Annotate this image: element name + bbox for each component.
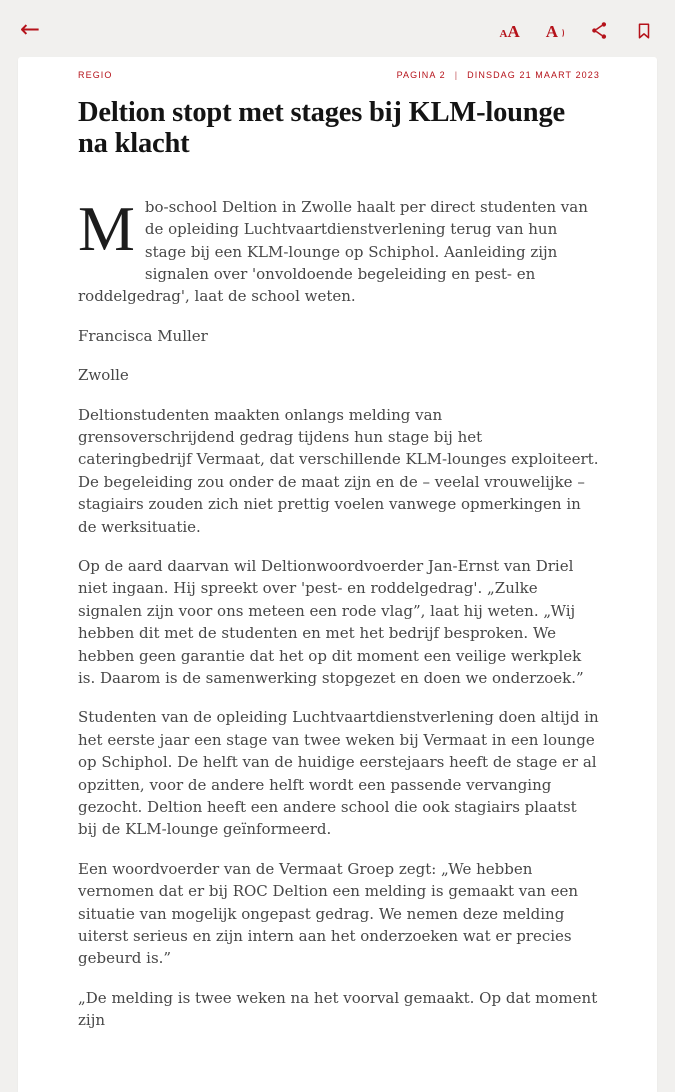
dateline-location: Zwolle (78, 366, 129, 385)
top-toolbar (0, 0, 675, 57)
bookmark-icon[interactable] (635, 18, 653, 40)
body-paragraph: Een woordvoerder van de Vermaat Groep zegt: „We hebben vernomen dat er bij ROC Deltion een melding is gemaakt van een situatie van mogelijk ongepast gedrag. We nemen deze melding uiterst serieus en zijn intern aan het onderzoeken wat er precies gebeurd is.” (78, 859, 579, 968)
body-paragraph: Deltionstudenten maakten onlangs melding van grensoverschrijdend gedrag tijdens hun stage bij het cateringbedrijf Vermaat, dat verschillende KLM-lounges exploiteert. De begeleiding zou onder de maat zijn en de – veelal vrouwelijke – stagiairs zouden zich niet prettig voelen vanwege opmerkingen in de werksituatie. (78, 405, 599, 536)
body-paragraph: Op de aard daarvan wil Deltionwoordvoerder Jan-Ernst van Driel niet ingaan. Hij spreekt over 'pest- en roddelgedrag'. „Zulke signalen zijn voor ons meteen een rode vlag”, laat hij weten. „Wij hebben dit met de studenten en met het bedrijf besproken. We hebben geen garantie dat het op dit moment een veilige werkplek is. Daarom is de samenwerking stopgezet en doen we onderzoek.” (78, 556, 584, 687)
section-label: REGIO (78, 70, 113, 80)
read-aloud-icon[interactable]: A (546, 18, 564, 40)
back-icon[interactable]: ← (20, 14, 41, 43)
article-meta-row (78, 70, 600, 80)
page-number: PAGINA 2 (396, 70, 446, 80)
drop-cap: M (78, 192, 135, 264)
toolbar-actions (499, 18, 653, 40)
share-icon[interactable] (590, 18, 609, 40)
lead-paragraph (78, 192, 600, 308)
edition-date: DINSDAG 21 MAART 2023 (467, 70, 600, 80)
author-byline: Francisca Muller (78, 326, 208, 345)
body-paragraph: „De melding is twee weken na het voorval gemaakt. Op dat moment zijn (78, 988, 598, 1030)
text-size-icon[interactable]: A A (499, 21, 520, 41)
article-body (78, 192, 600, 1032)
body-paragraph: Studenten van de opleiding Luchtvaartdienstverlening doen altijd in het eerste jaar een stage van twee weken bij Vermaat in een lounge op Schiphol. De helft van de huidige eerstejaars heeft de stage er al opzitten, voor de andere helft wordt een passende vervanging gezocht. Deltion heeft een andere school die ook stagiairs plaatst bij de KLM-lounge geïnformeerd. (78, 708, 599, 839)
sound-wave-arc (559, 28, 564, 38)
meta-separator: | (454, 70, 459, 80)
page-date (397, 70, 600, 80)
article-title: Deltion stopt met stages bij KLM-lounge na klacht (78, 97, 565, 160)
lead-text: bo-school Deltion in Zwolle haalt per direct studenten van de opleiding Luchtvaartdienstverlening terug van hun stage bij een KLM-lounge op Schiphol. Aanleiding zijn signalen over 'onvoldoende begeleiding en pest- en roddelgedrag', laat de school weten. (78, 197, 588, 306)
article-card (18, 57, 657, 1092)
